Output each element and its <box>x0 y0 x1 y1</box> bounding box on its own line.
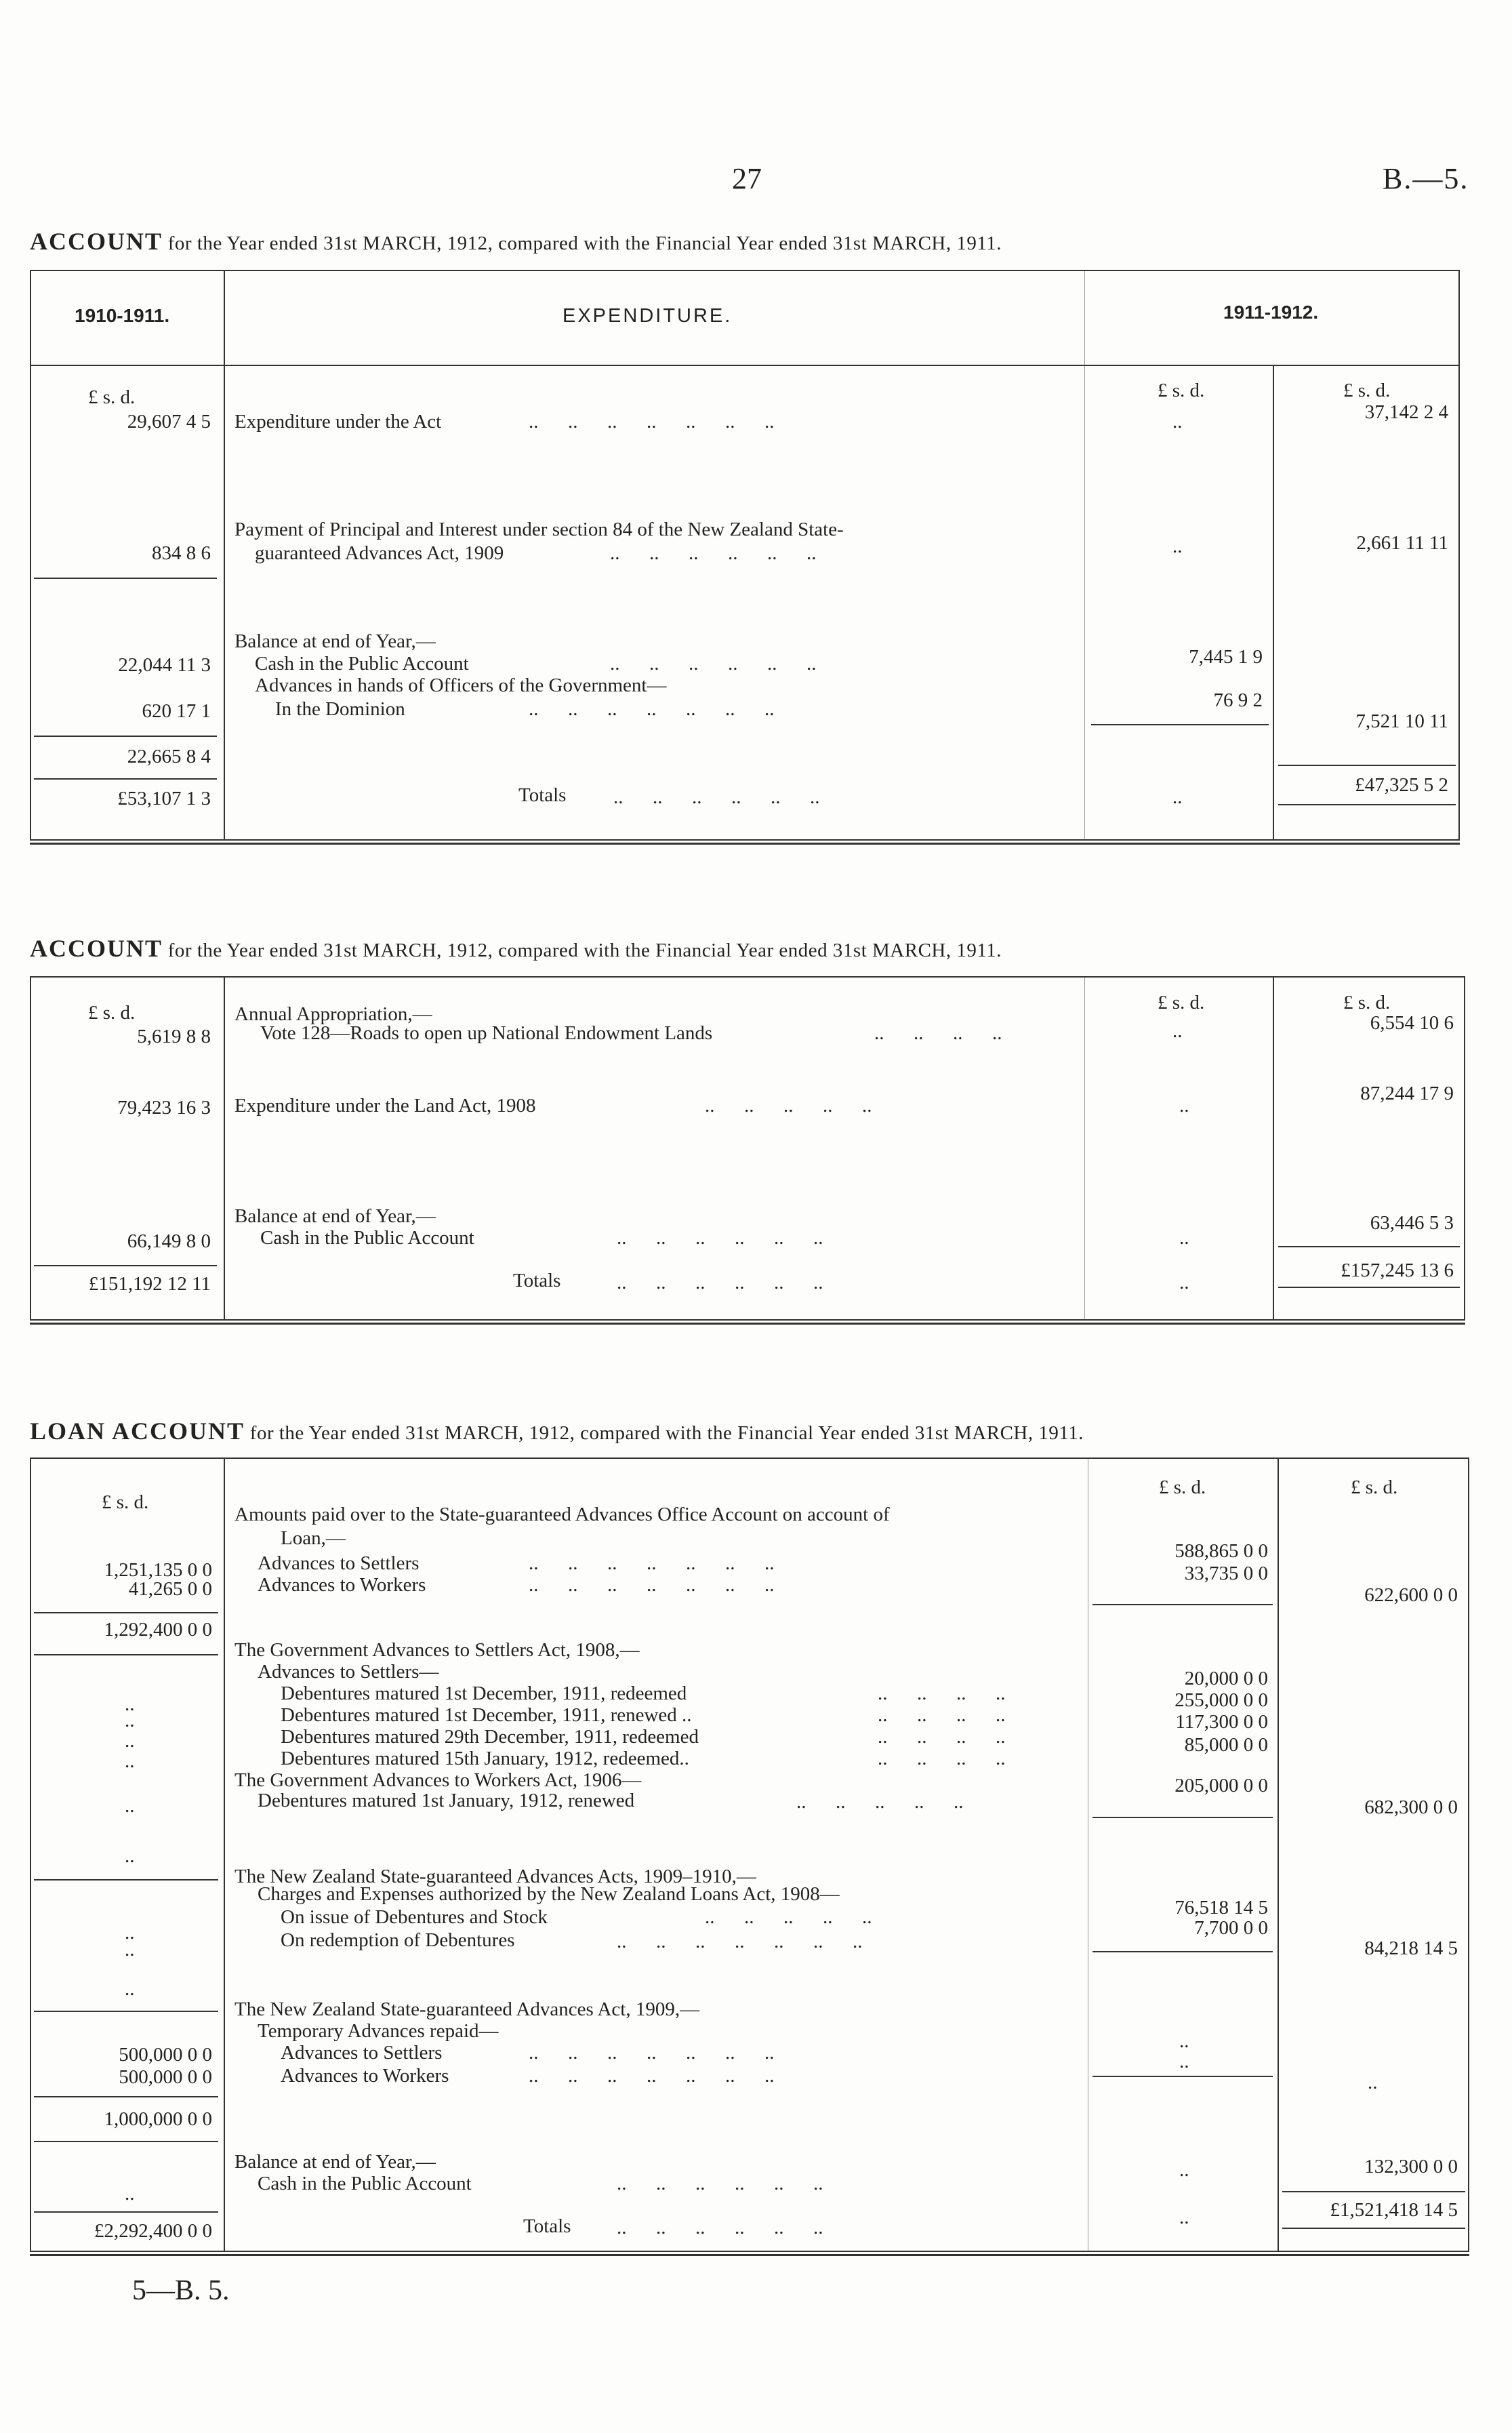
subtotal-rule <box>1278 765 1456 766</box>
total-prev: £151,192 12 11 <box>88 1273 211 1295</box>
amount-curr: 6,554 10 6 <box>1370 1012 1454 1034</box>
section1-header-rule <box>30 365 1460 366</box>
amount-prev: .. <box>125 1922 135 1944</box>
section1-heading-text: for the Year ended 31st MARCH, 1912, compared with the Financial Year ended 31st MARCH, 1911. <box>163 233 1002 254</box>
currency-header: £ s. d. <box>1343 992 1391 1013</box>
amount-mid: 20,000 0 0 <box>1184 1668 1268 1689</box>
amount-prev: 41,265 0 0 <box>128 1578 212 1600</box>
total-rule <box>1278 1287 1460 1288</box>
amount-curr: 37,142 2 4 <box>1364 401 1448 423</box>
leader-dots: .. .. .. .. .. .. <box>617 1227 823 1249</box>
amount-prev: 5,619 8 8 <box>137 1026 211 1047</box>
amount-curr: 622,600 0 0 <box>1364 1584 1458 1606</box>
subtotal-rule <box>34 778 217 780</box>
row-label: Loan,— <box>281 1527 346 1549</box>
amount-mid: 76,518 14 5 <box>1174 1897 1268 1918</box>
row-label: Expenditure under the Land Act, 1908 <box>234 1095 536 1117</box>
leader-dots: .. .. .. .. .. .. <box>617 2217 823 2238</box>
amount-curr: 132,300 0 0 <box>1364 2156 1458 2177</box>
total-curr: £47,325 5 2 <box>1355 774 1448 796</box>
amount-mid: 255,000 0 0 <box>1174 1689 1268 1711</box>
col-header-expenditure: EXPENDITURE. <box>563 305 733 327</box>
row-label: Advances to Workers <box>258 1574 426 1596</box>
subtotal-rule <box>34 2011 218 2012</box>
leader-dots: .. .. .. .. .. .. .. <box>529 698 775 720</box>
section1-col-divider <box>1084 270 1085 841</box>
total-curr: £1,521,418 14 5 <box>1330 2199 1458 2221</box>
row-label: The Government Advances to Workers Act, 1906— <box>234 1769 642 1791</box>
row-label: Expenditure under the Act <box>234 411 442 433</box>
row-label: Balance at end of Year,— <box>234 2151 436 2173</box>
total-curr: £157,245 13 6 <box>1341 1260 1454 1281</box>
row-label: Debentures matured 1st December, 1911, renewed .. <box>281 1704 692 1726</box>
row-label: Debentures matured 29th December, 1911, redeemed <box>281 1726 699 1748</box>
amount-mid: 7,445 1 9 <box>1189 646 1263 668</box>
leader-dots: .. .. .. .. .. .. .. <box>617 1931 863 1952</box>
total-mid: .. <box>1179 2207 1189 2228</box>
amount-prev: 22,044 11 3 <box>118 654 211 676</box>
section2-col-divider <box>224 976 225 1321</box>
totals-label: Totals <box>518 784 567 806</box>
amount-mid: 588,865 0 0 <box>1174 1540 1268 1562</box>
section1-col-divider <box>1273 366 1274 841</box>
row-label: Charges and Expenses authorized by the New Zealand Loans Act, 1908— <box>258 1883 840 1905</box>
currency-header: £ s. d. <box>1351 1476 1398 1498</box>
subtotal-rule <box>34 1265 217 1266</box>
subtotal-rule <box>34 1612 218 1613</box>
section2-double-rule <box>30 1323 1465 1325</box>
row-label: Debentures matured 1st January, 1912, renewed <box>258 1790 635 1811</box>
amount-curr: 63,446 5 3 <box>1370 1212 1454 1234</box>
subtotal-rule <box>1092 2076 1273 2077</box>
leader-dots: .. .. .. .. <box>874 1022 1002 1044</box>
subtotal-rule <box>1278 1246 1460 1247</box>
amount-mid: .. <box>1172 1020 1183 1042</box>
row-label: Payment of Principal and Interest under section 84 of the New Zealand State- <box>234 519 844 540</box>
section3-double-rule <box>30 2254 1469 2256</box>
amount-curr: 2,661 11 11 <box>1356 532 1448 554</box>
amount-mid: .. <box>1172 536 1183 557</box>
amount-mid: .. <box>1172 411 1183 433</box>
subtotal-rule <box>34 1879 218 1881</box>
amount-mid: .. <box>1179 2051 1189 2072</box>
amount-mid: .. <box>1179 1095 1189 1117</box>
amount-mid: 7,700 0 0 <box>1194 1917 1268 1939</box>
section3-heading-text: for the Year ended 31st MARCH, 1912, compared with the Financial Year ended 31st MARCH, 1911. <box>245 1422 1084 1444</box>
subtotal-rule <box>1092 1817 1273 1818</box>
page-footer: 5—B. 5. <box>132 2275 230 2306</box>
leader-dots: .. .. .. .. .. .. <box>613 786 820 808</box>
total-rule <box>1282 2228 1465 2229</box>
col-header-curr-year: 1911-1912. <box>1223 302 1319 323</box>
row-label: guaranteed Advances Act, 1909 <box>255 542 504 564</box>
subtotal-rule <box>34 2141 218 2142</box>
amount-prev: .. <box>125 1693 135 1715</box>
subtotal-rule <box>34 2211 218 2213</box>
currency-header: £ s. d. <box>102 1491 149 1513</box>
leader-dots: .. .. .. .. .. .. .. <box>529 411 775 433</box>
amount-prev: 500,000 0 0 <box>119 2044 212 2066</box>
subtotal-rule <box>34 1654 218 1655</box>
leader-dots: .. .. .. .. .. .. .. <box>529 2065 775 2087</box>
row-label: Advances to Settlers— <box>258 1661 439 1683</box>
row-label: Advances to Settlers <box>281 2042 443 2064</box>
leader-dots: .. .. .. .. .. .. <box>610 653 817 675</box>
section1-heading <box>30 227 1002 256</box>
amount-curr: 682,300 0 0 <box>1364 1796 1458 1818</box>
section3-heading-bold: LOAN ACCOUNT <box>30 1417 245 1445</box>
amount-curr: 87,244 17 9 <box>1360 1083 1454 1104</box>
amount-prev: .. <box>125 1939 135 1961</box>
row-label: Vote 128—Roads to open up National Endowment Lands <box>260 1022 713 1044</box>
currency-header: £ s. d. <box>1159 1476 1206 1498</box>
row-label: Balance at end of Year,— <box>234 1205 436 1227</box>
section3-col-divider <box>224 1457 225 2252</box>
subtotal-rule <box>1092 1951 1273 1952</box>
totals-label: Totals <box>523 2215 571 2237</box>
leader-dots: .. .. .. .. .. .. <box>617 2173 823 2194</box>
amount-prev-subtotal: 1,292,400 0 0 <box>104 1619 212 1641</box>
leader-dots: .. .. .. .. <box>878 1748 1006 1769</box>
amount-prev: .. <box>125 1845 135 1867</box>
leader-dots: .. .. .. .. .. <box>705 1095 872 1117</box>
row-label: Debentures matured 15th January, 1912, redeemed.. <box>281 1748 689 1769</box>
leader-dots: .. .. .. .. .. .. .. <box>529 1552 775 1574</box>
amount-prev: .. <box>125 1730 135 1752</box>
total-rule <box>1278 804 1456 805</box>
row-label: Advances to Settlers <box>258 1552 420 1574</box>
leader-dots: .. .. .. .. .. .. <box>617 1272 823 1293</box>
row-label: Amounts paid over to the State-guaranteed Advances Office Account on account of <box>234 1504 890 1525</box>
leader-dots: .. .. .. .. .. .. <box>610 542 817 564</box>
total-mid: .. <box>1179 1272 1189 1293</box>
row-label: Advances in hands of Officers of the Government— <box>255 675 667 696</box>
row-label: Cash in the Public Account <box>260 1227 474 1249</box>
leader-dots: .. .. .. .. .. .. .. <box>529 2042 775 2064</box>
amount-mid: .. <box>1179 2159 1189 2181</box>
amount-prev: .. <box>125 1710 135 1731</box>
section1-heading-bold: ACCOUNT <box>30 228 163 255</box>
amount-curr: 84,218 14 5 <box>1364 1937 1458 1959</box>
amount-mid: 76 9 2 <box>1213 689 1263 711</box>
section2-col-divider <box>1084 976 1085 1321</box>
leader-dots: .. .. .. .. .. <box>796 1791 964 1813</box>
row-label: Annual Appropriation,— <box>234 1003 432 1025</box>
row-label: Advances to Workers <box>281 2065 449 2087</box>
amount-curr: .. <box>1368 2072 1378 2093</box>
totals-label: Totals <box>513 1270 561 1291</box>
row-label: The New Zealand State-guaranteed Advances Acts, 1909–1910,— <box>234 1866 756 1887</box>
section1-col-divider <box>224 270 225 841</box>
amount-prev: 66,149 8 0 <box>127 1230 211 1252</box>
section2-col-divider <box>1273 976 1274 1321</box>
amount-mid: 205,000 0 0 <box>1174 1775 1268 1796</box>
row-label: Cash in the Public Account <box>255 653 469 675</box>
amount-prev: .. <box>125 1978 135 2000</box>
subtotal-rule <box>1282 2191 1465 2192</box>
section2-heading <box>30 934 1002 963</box>
leader-dots: .. .. .. .. .. .. .. <box>529 1574 775 1596</box>
amount-prev: 1,251,135 0 0 <box>104 1559 212 1581</box>
section2-heading-text: for the Year ended 31st MARCH, 1912, compared with the Financial Year ended 31st MARCH, 1911. <box>163 940 1002 961</box>
document-reference: B.—5. <box>1383 162 1469 195</box>
currency-header: £ s. d. <box>88 386 136 408</box>
amount-prev: .. <box>125 1795 135 1817</box>
leader-dots: .. .. .. .. <box>878 1704 1006 1726</box>
amount-mid: .. <box>1179 2030 1189 2052</box>
subtotal-rule <box>34 578 217 579</box>
amount-prev-subtotal: 1,000,000 0 0 <box>104 2108 212 2130</box>
row-label: Balance at end of Year,— <box>234 630 436 652</box>
row-label: Temporary Advances repaid— <box>258 2020 499 2042</box>
page-number: 27 <box>732 162 762 195</box>
row-label: On issue of Debentures and Stock <box>281 1906 548 1928</box>
row-label: Debentures matured 1st December, 1911, redeemed <box>281 1683 687 1704</box>
amount-prev: 620 17 1 <box>142 700 211 722</box>
total-mid: .. <box>1172 786 1183 808</box>
amount-prev: 834 8 6 <box>152 542 211 564</box>
amount-prev: 79,423 16 3 <box>117 1097 211 1119</box>
leader-dots: .. .. .. .. .. <box>705 1906 872 1928</box>
amount-mid: 85,000 0 0 <box>1184 1734 1268 1756</box>
leader-dots: .. .. .. .. <box>878 1726 1006 1748</box>
section2-heading-bold: ACCOUNT <box>30 935 163 962</box>
amount-curr: 7,521 10 11 <box>1355 710 1448 732</box>
subtotal-rule <box>1092 1604 1273 1605</box>
total-prev: £2,292,400 0 0 <box>94 2220 212 2242</box>
amount-prev: 29,607 4 5 <box>127 411 211 433</box>
row-label: Cash in the Public Account <box>258 2173 472 2194</box>
subtotal-rule <box>34 736 217 737</box>
subtotal-rule <box>34 2096 218 2097</box>
currency-header: £ s. d. <box>1158 992 1205 1013</box>
row-label: The Government Advances to Settlers Act, 1908,— <box>234 1639 640 1661</box>
amount-prev: .. <box>125 1750 135 1772</box>
amount-prev: .. <box>125 2183 135 2205</box>
amount-mid: .. <box>1179 1227 1189 1249</box>
amount-mid: 33,735 0 0 <box>1184 1563 1268 1584</box>
col-header-prev-year: 1910-1911. <box>75 305 170 326</box>
section2-table <box>30 976 1465 1321</box>
currency-header: £ s. d. <box>1343 380 1391 401</box>
currency-header: £ s. d. <box>1158 380 1205 401</box>
currency-header: £ s. d. <box>88 1002 136 1024</box>
leader-dots: .. .. .. .. <box>878 1683 1006 1704</box>
section3-heading <box>30 1417 1084 1445</box>
amount-mid: 117,300 0 0 <box>1175 1711 1268 1733</box>
section3-col-divider <box>1278 1457 1279 2252</box>
amount-prev: 500,000 0 0 <box>119 2066 212 2088</box>
row-label: In the Dominion <box>275 698 405 720</box>
row-label: On redemption of Debentures <box>281 1929 515 1951</box>
total-prev: £53,107 1 3 <box>117 788 211 809</box>
row-label: The New Zealand State-guaranteed Advances Act, 1909,— <box>234 1998 700 2020</box>
amount-prev-subtotal: 22,665 8 4 <box>127 746 211 767</box>
section1-double-rule <box>30 843 1460 845</box>
subtotal-rule <box>1091 724 1269 725</box>
